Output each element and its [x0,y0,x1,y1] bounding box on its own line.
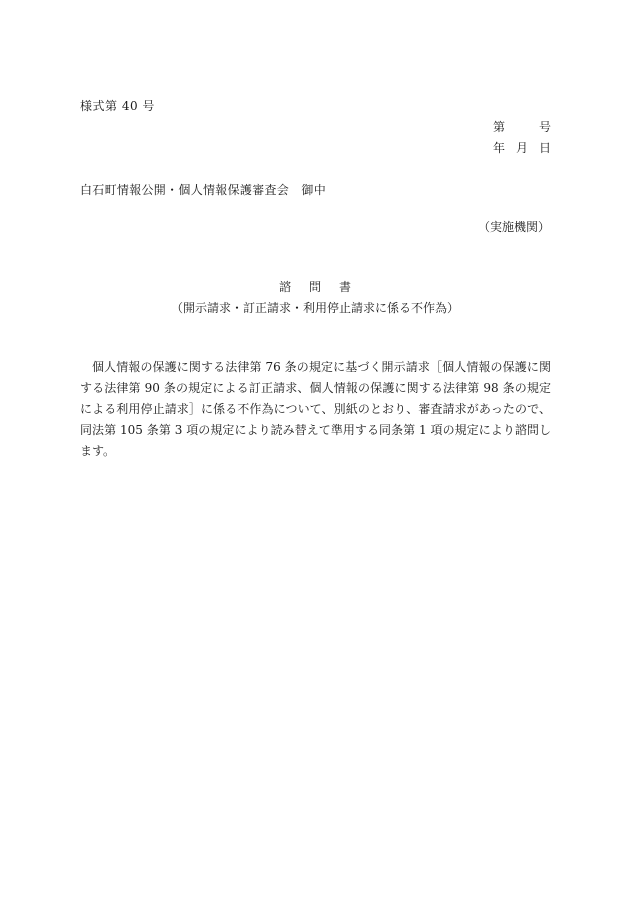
document-title: 諮問書 [278,280,369,294]
implementing-agency: （実施機関） [477,220,550,234]
date-month-label: 月 [515,141,528,155]
body-paragraph: 個人情報の保護に関する法律第 76 条の規定に基づく開示請求［個人情報の保護に関する法律第 90 条の規定による訂正請求、個人情報の保護に関する法律第 98 条の規定による利用停止請求］に係る不作為について、別紙のとおり、審査請求があったので、同法第 105 条第 3 項の規定により読み替えて準用する同条第 1 項の規定により諮問します。 [80,360,551,458]
date-day-label: 日 [538,141,551,155]
number-label-dai: 第 [493,120,506,134]
date-year-label: 年 [493,141,506,155]
number-label-go: 号 [538,120,551,134]
form-number: 様式第 40 号 [80,99,155,113]
body-text [80,357,551,462]
document-subtitle: （開示請求・訂正請求・利用停止請求に係る不作為） [170,301,459,315]
addressee: 白石町情報公開・個人情報保護審査会 御中 [80,183,327,197]
document-date-line [493,139,551,156]
document-number-line [493,118,551,135]
